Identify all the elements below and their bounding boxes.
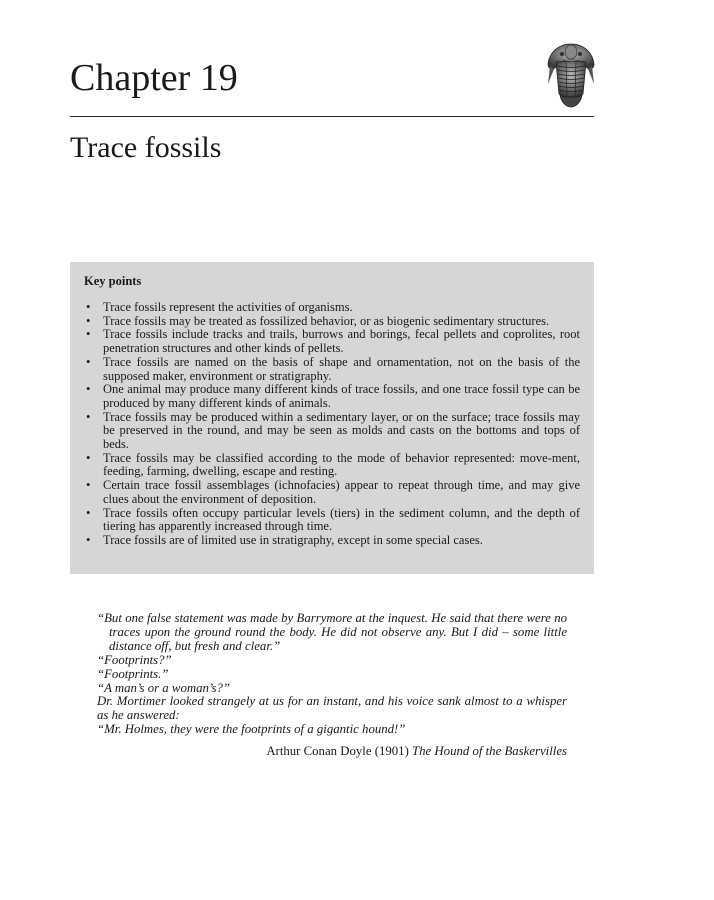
attribution-work: The Hound of the Baskervilles [412,744,567,759]
epigraph-line: “But one false statement was made by Barrymore at the inquest. He said that there were no traces upon the ground round the body. He did not observe any. But I did – some little distance off, but fresh and clear.” [97,611,567,653]
key-points-heading: Key points [84,274,142,288]
attribution-author: Arthur Conan Doyle (1901) [266,744,409,759]
key-point-item: • One animal may produce many different kinds of trace fossils, and one trace fossil type can be produced by many different kinds of animals. [84,383,580,410]
key-point-item: • Trace fossils may be classified according to the mode of behavior represented: move-ment, feeding, farming, dwelling, escape and resting. [84,452,580,479]
chapter-title: Chapter 19 [70,57,238,99]
key-point-item: • Trace fossils represent the activities of organisms. [84,301,580,315]
key-point-item: • Trace fossils are named on the basis of shape and ornamentation, not on the basis of the supposed maker, environment or stratigraphy. [84,356,580,383]
key-point-item: • Trace fossils may be produced within a sedimentary layer, or on the surface; trace fossils may be preserved in the round, and may be seen as molds and casts on the bottoms and tops of beds. [84,411,580,452]
key-points-box [70,262,594,574]
epigraph [97,612,567,759]
section-title: Trace fossils [70,131,222,164]
key-point-item: • Trace fossils may be treated as fossilized behavior, or as biogenic sedimentary structures. [84,315,580,329]
epigraph-line: “Mr. Holmes, they were the footprints of a gigantic hound!” [97,722,406,737]
epigraph-line: Dr. Mortimer looked strangely at us for an instant, and his voice sank almost to a whisper as he answered: [97,694,567,723]
chapter-rule [70,116,594,117]
key-point-item: • Certain trace fossil assemblages (ichnofacies) appear to repeat through time, and may give clues about the environment of deposition. [84,479,580,506]
epigraph-attribution [97,745,567,759]
key-point-item: • Trace fossils are of limited use in stratigraphy, except in some special cases. [84,534,580,548]
epigraph-line: “A man’s or a woman’s?” [97,680,230,695]
key-points-list [84,301,580,548]
epigraph-line: “Footprints?” [97,652,172,667]
epigraph-line: “Footprints.” [97,666,169,681]
key-point-item: • Trace fossils often occupy particular levels (tiers) in the sediment column, and the depth of tiering has apparently increased through time. [84,507,580,534]
key-point-item: • Trace fossils include tracks and trails, burrows and borings, fecal pellets and coprolites, root penetration structures and other kinds of pellets. [84,328,580,355]
trilobite-icon [545,40,597,110]
